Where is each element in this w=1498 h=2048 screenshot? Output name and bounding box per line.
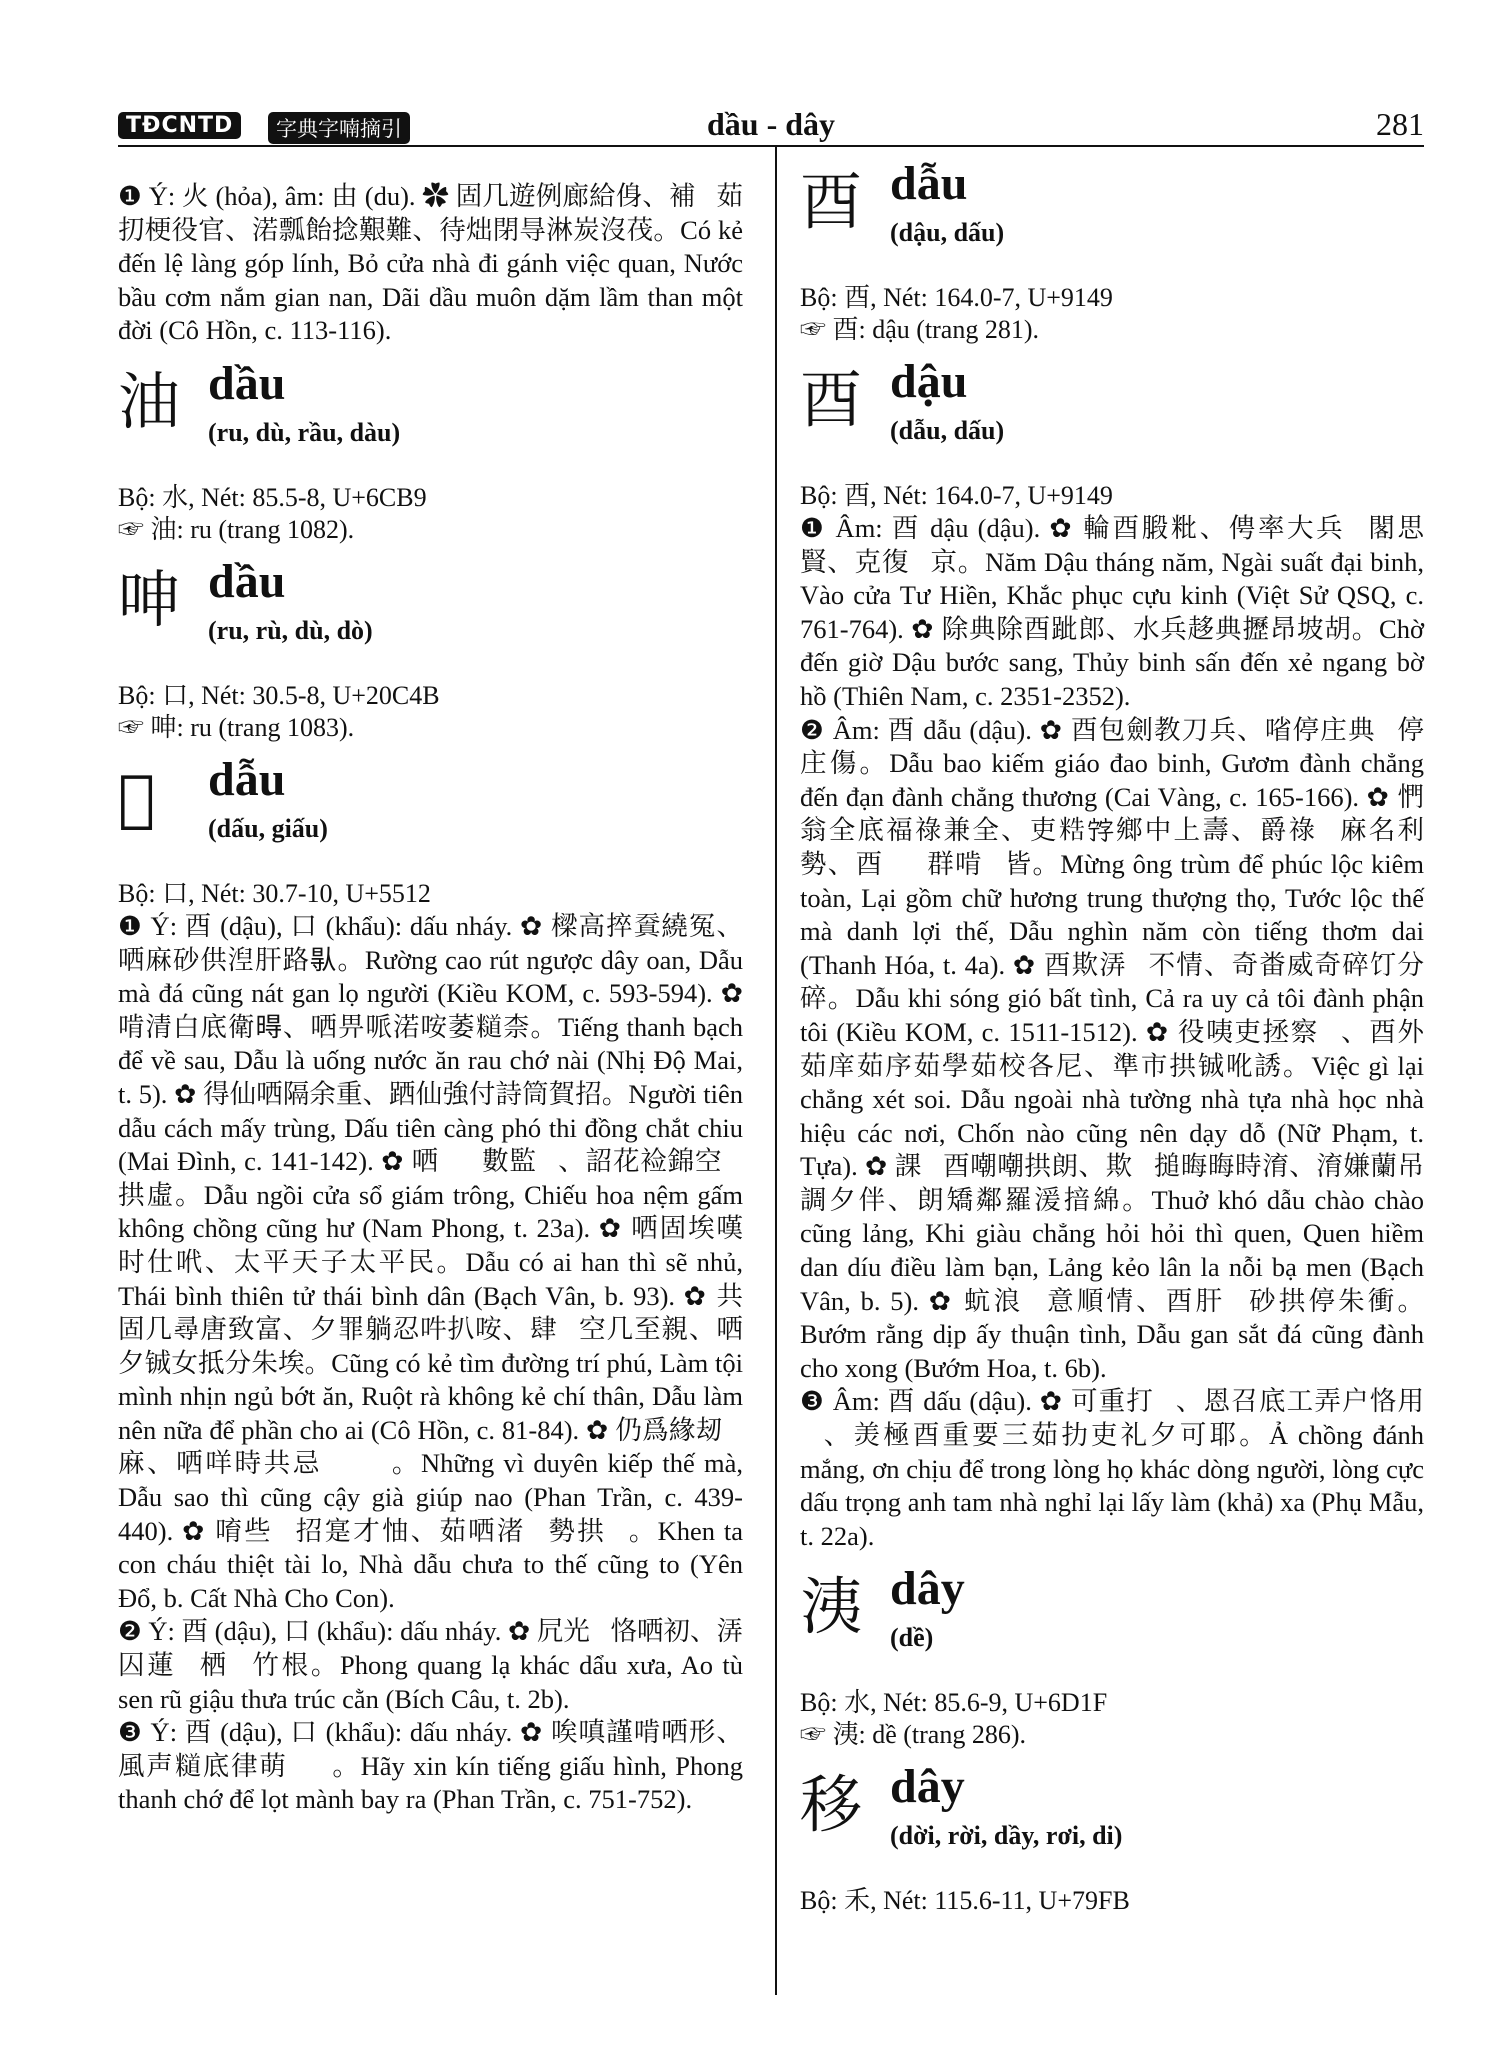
- entry-meta: Bộ: 口, Nét: 30.5-8, U+20C4B: [118, 680, 440, 710]
- entry-ref: ☞ 呻: ru (trang 1083).: [118, 712, 355, 742]
- book-badge: TĐCNTD: [118, 112, 241, 139]
- entry-you-dau2: [800, 356, 1424, 480]
- entry-ref: ☞ 酉: dậu (trang 281).: [800, 315, 1040, 344]
- entry-headword: dây: [890, 1562, 965, 1616]
- book-badge-han: 字典字喃摘引: [268, 112, 410, 144]
- entry-readings: (dời, rời, dầy, rơi, di): [890, 1821, 1123, 1851]
- running-head: dầu - dây: [706, 106, 836, 142]
- entry-headword: dây: [890, 1760, 965, 1814]
- entry-you: [118, 358, 743, 482]
- entry-meta: Bộ: 酉, Nét: 164.0-7, U+9149: [800, 283, 1113, 312]
- sense-1: ❶ Ý: 酉 (dậu), 口 (khẩu): dấu nháy. ✿ 樑高捽𠔬繞冤、哂麻砂供湼肝路𠊛。Rường cao rút ngược dây oan, Dẫu mà đá cũng nát gan lọ người (Kiều KOM, c. 593-594). ✿ 啃清白底衛𣈜、哂畀哌渃咹萎𥽌柰。Tiếng thanh bạch để về sau, Dẫu là uống nước ăn rau chớ nài (Nhị Độ Mai, t. 5). ✿ 得仙哂隔余重、跴仙強付詩筒賀招。Người tiên dẫu cách mấy trùng, Dấu tiên càng phó thi đồng chắt chiu (Mai Đình, c. 141-142). ✿ 哂𢗝𠓨數監𨴦、詔花裣錦空𡗉拱虛。Dẫu ngồi cửa sổ giám trông, Chiếu hoa nệm gấm không chồng cũng hư (Nam Phong, t. 23a). ✿ 哂固埃嘆时仕𠰺、太平天子太平民。Dẫu có ai han thì sẽ nhủ, Thái bình thiên tử thái bình dân (Bạch Vân, b. 93). ✿ 共固几尋唐致富、夕罪躺忍吽扒咹、肆𦛌空几至親、哂夕铖女抵分朱埃。Cũng có kẻ tìm đường trí phú, Làm tội mình nhịn ngủ bớt ăn, Ruột rà không kẻ chí thân, Dẫu làm nên nữa để phần cho ai (Cô Hồn, c. 81-84). ✿ 仍爲緣刼𢪀麻、哂咩時共忌𨁟𠸨𡘮。Những vì duyên kiếp thế mà, Dẫu sao thì cũng cậy già giúp nao (Phan Trần, c. 439-440). ✿ 唷些𢬣招寔才怞、茹哂渚𢀨勢拱𢀨。Khen ta con cháu thiệt tài lo, Nhà dẫu chưa to thế cũng to (Yên Đổ, b. Cất Nhà Cho Con).: [118, 910, 743, 1613]
- entry-meta: Bộ: 口, Nét: 30.7-10, U+5512: [118, 878, 431, 908]
- sense-2: ❷ Ý: 酉 (dậu), 口 (khẩu): dấu nháy. ✿ 凥光𨁪恪哂初、㳥囚蓮𥹰栖𥻸竹根。Phong quang lạ khác dẩu xưa, Ao tù sen rũ giậu thưa trúc cằn (Bích Câu, t. 2b).: [118, 1616, 743, 1714]
- sense-3: ❸ Âm: 酉 dấu (dậu). ✿ 可重打𢪀、恩召底工弄户恪用𦂾、羙極酉重要三茹扐吏礼夕可耶。Ả chồng đánh mắng, ơn chịu để trong lòng họ khác dòng người, lòng cực dấu trọng anh tam nhà nghỉ lại lấy làm (khả) xa (Phụ Mẫu, t. 22a).: [800, 1386, 1424, 1551]
- entry-shen: [118, 556, 743, 680]
- entry-character: 酉: [800, 363, 863, 436]
- entry-headword: dầu: [208, 356, 286, 410]
- entry-character: 移: [800, 1768, 863, 1842]
- entry-headword: dẫu: [890, 157, 968, 210]
- entry-readings: (dề): [890, 1623, 934, 1653]
- entry-character: 𠰷: [118, 760, 156, 834]
- entry-yi2: [800, 1761, 1424, 1885]
- entry-readings: (dậu, dấu): [890, 218, 1005, 247]
- entry-readings: (ru, dù, rầu, dàu): [208, 417, 401, 447]
- page-header: [118, 104, 1424, 146]
- entry-character: 酉: [800, 165, 863, 238]
- entry-readings: (dấu, giấu): [208, 813, 328, 843]
- entry-headword: dẫu: [208, 752, 286, 806]
- entry-ref: ☞ 油: ru (trang 1082).: [118, 514, 355, 544]
- entry-shen2: [118, 754, 743, 878]
- entry-character: 呻: [118, 562, 181, 636]
- right-column: [800, 157, 1424, 1917]
- sense-2: ❷ Âm: 酉 dẫu (dậu). ✿ 酉包劍教刀兵、㗂停庄典𢚸停庄傷。Dẫu bao kiếm giáo đao binh, Gươm đành chẳng đến đạn đành chẳng thương (Cai Vàng, c. 165-166). ✿ 㥃翁全底福祿兼全、吏𥺊𡨸鄉中上壽、爵祿𢪀麻名利勢、酉𢆥𢆥群啃𦹳皆。Mừng ông trùm để phúc lộc kiêm toàn, Lại gồm chữ hương trung thượng thọ, Tước lộc thế mà danh lợi thế, Dẫu nghìn năm còn tiếng thơm dai (Thanh Hóa, t. 4a). ✿ 酉欺㳥𩙌不情、奇畨威奇碎饤分碎。Dẫu khi sóng gió bất tình, Cả ra uy cả tôi đành phận tôi (Kiều KOM, c. 1511-1512). ✿ 役咦吏拯察𥊣、酉外茹庠茹序茹學茹校各尼、準市拱铖吪誘。Việc gì lại chẳng xét soi. Dẫu ngoài nhà tường nhà tựa nhà học nhà hiệu các nơi, Chốn nào cũng nên dạy dỗ (Nữ Phạm, t. Tựa). ✿ 課𩟡酉嘲嘲拱朗、欺𠁀搥晦晦時淯、淯嫌蘭吊調夕伴、朗矯鄰羅湲揞綿。Thuở khó dẫu chào chào cũng lảng, Khi giàu chẳng hỏi hỏi thì quen, Quen hiềm dan díu điều làm bạn, Lảng kẻo lân la nỗi bạ men (Bạch Vân, b. 5). ✿ 蚢浪𠾕意順情、酉肝𠽔砂拱停朱衝。Bướm rằng dịp ấy thuận tình, Dẫu gan sắt đá cũng đành cho xong (Bướm Hoa, t. 6b).: [800, 714, 1424, 1383]
- entry-readings: (dẫu, dấu): [890, 416, 1005, 445]
- entry-meta: Bộ: 酉, Nét: 164.0-7, U+9149: [800, 481, 1113, 510]
- entry-readings: (ru, rù, dù, dò): [208, 615, 373, 645]
- entry-meta: Bộ: 禾, Nét: 115.6-11, U+79FB: [800, 1886, 1130, 1916]
- entry-you-dau: [800, 158, 1424, 282]
- entry-ref: ☞ 洟: dề (trang 286).: [800, 1720, 1027, 1750]
- page-number: 281: [1376, 106, 1424, 142]
- column-divider: [775, 145, 777, 1995]
- continuation-paragraph: ❶ Ý: 火 (hỏa), âm: 由 (du). ✿ 固几遊例廊給㑗、補𠓨茹㧅梗役官、渃瓢飴捻艱難、待炪閉㝵淋炭沒茷。Có kẻ đến lệ làng góp lính, Bỏ cửa nhà đi gánh việc quan, Nước bầu cơm nắm gian nan, Dãi dầu muôn dặm lầm than một đời (Cô Hồn, c. 113-116).: [118, 181, 743, 346]
- entry-character: 油: [118, 364, 181, 438]
- left-column: [118, 180, 743, 1817]
- sense-3: ❸ Ý: 酉 (dậu), 口 (khẩu): dấu nháy. ✿ 唉嗔謹啃哂形、風声𥽌底律萌𡧲𡂂。Hãy xin kín tiếng giấu hình, Phong thanh chớ để lọt mành bay ra (Phan Trần, c. 751-752).: [118, 1717, 743, 1815]
- entry-character: 洟: [800, 1570, 863, 1644]
- entry-yi: [800, 1563, 1424, 1687]
- header-rule: [118, 145, 1424, 147]
- entry-headword: dậu: [890, 355, 968, 408]
- entry-headword: dầu: [208, 554, 286, 608]
- entry-meta: Bộ: 水, Nét: 85.6-9, U+6D1F: [800, 1688, 1108, 1718]
- entry-meta: Bộ: 水, Nét: 85.5-8, U+6CB9: [118, 482, 427, 512]
- sense-1: ❶ Âm: 酉 dậu (dậu). ✿ 輪酉腶粃、俜率大兵𠓨閣思賢、克復𦊚京。Năm Dậu tháng năm, Ngài suất đại binh, Vào cửa Tư Hiền, Khắc phục cựu kinh (Việt Sử QSQ, c. 761-764). ✿ 除典除酉跐郎、水兵趍典攊昂坡胡。Chờ đến giờ Dậu bước sang, Thủy binh sấn đến xẻ ngang bờ hồ (Thiên Nam, c. 2351-2352).: [800, 513, 1424, 711]
